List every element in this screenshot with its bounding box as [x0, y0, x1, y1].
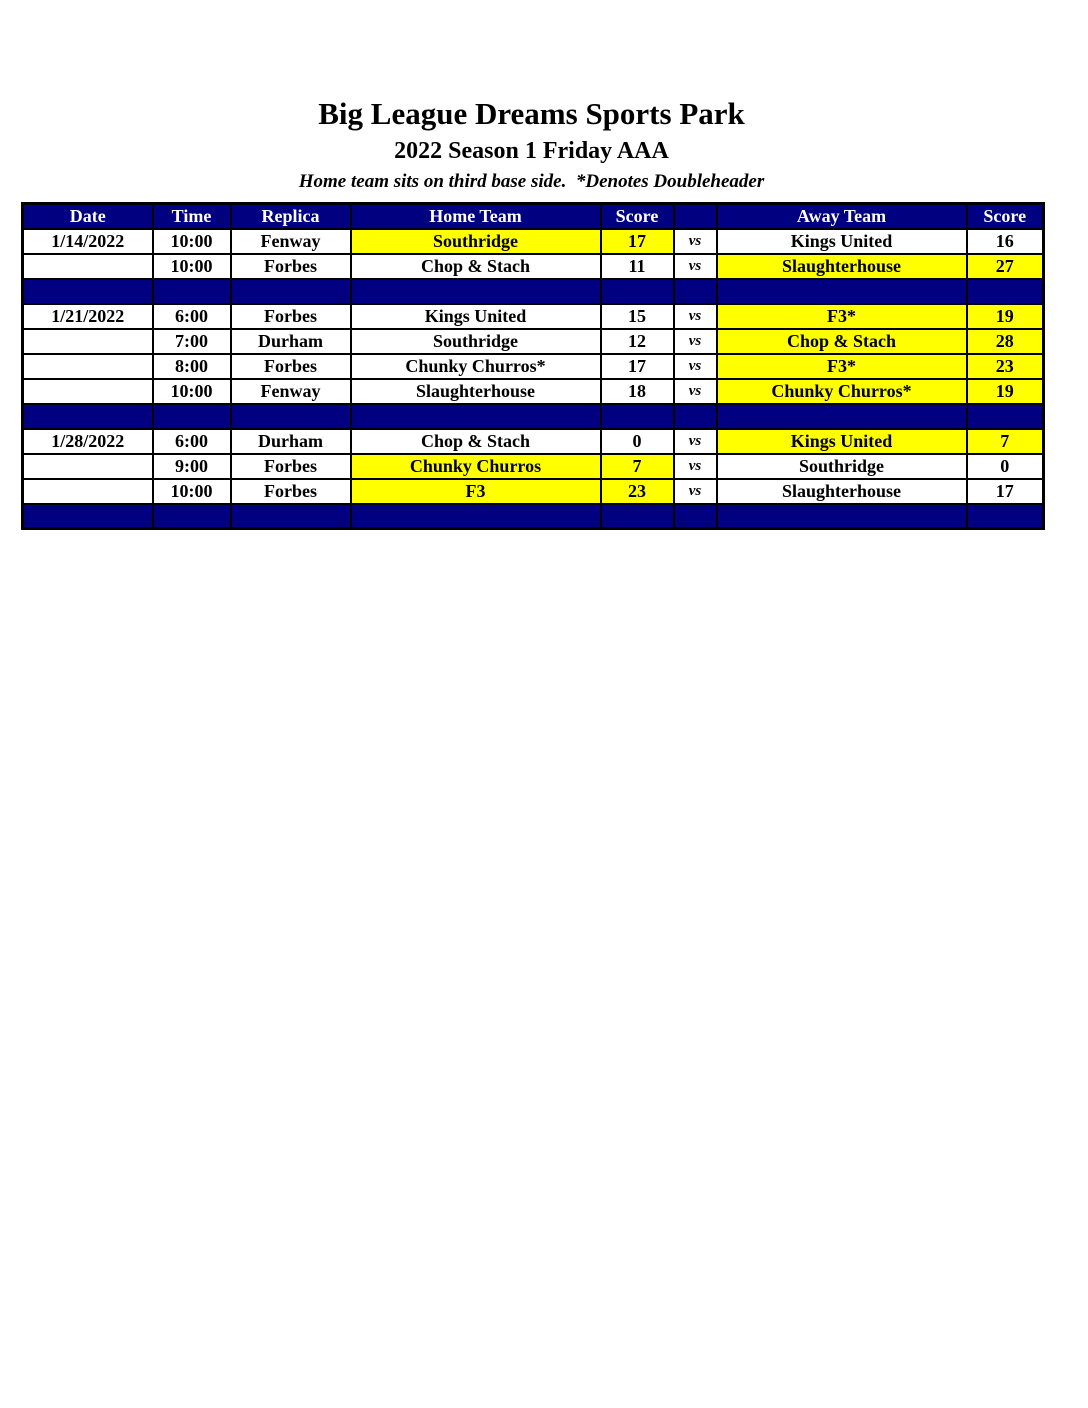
cell-away-team: [717, 404, 967, 429]
cell-vs: vs: [674, 304, 717, 329]
cell-home-score: 11: [601, 254, 674, 279]
cell-vs: vs: [674, 354, 717, 379]
cell-date: [23, 379, 153, 404]
cell-away-team: [717, 504, 967, 529]
cell-home-team: Chunky Churros*: [351, 354, 601, 379]
cell-home-team: Slaughterhouse: [351, 379, 601, 404]
cell-date: 1/14/2022: [23, 229, 153, 254]
cell-vs: vs: [674, 229, 717, 254]
cell-home-team: Chop & Stach: [351, 429, 601, 454]
game-row: [23, 479, 1044, 504]
cell-away-team: F3*: [717, 304, 967, 329]
cell-home-score: 18: [601, 379, 674, 404]
cell-home-score: 23: [601, 479, 674, 504]
page-note: Home team sits on third base side. *Denotes Doubleheader: [298, 171, 765, 192]
cell-time: 10:00: [153, 479, 231, 504]
cell-away-team: Slaughterhouse: [717, 254, 967, 279]
cell-home-score: [601, 404, 674, 429]
column-header-date: Date: [23, 204, 153, 229]
cell-replica: Fenway: [231, 379, 351, 404]
game-row: [23, 304, 1044, 329]
cell-replica: Forbes: [231, 304, 351, 329]
cell-away-score: 28: [967, 329, 1044, 354]
separator-row: [23, 404, 1044, 429]
cell-time: 10:00: [153, 229, 231, 254]
column-header-replica: Replica: [231, 204, 351, 229]
cell-date: [23, 404, 153, 429]
cell-away-score: 7: [967, 429, 1044, 454]
cell-time: 6:00: [153, 429, 231, 454]
header-row: [23, 204, 1044, 229]
cell-date: 1/21/2022: [23, 304, 153, 329]
cell-replica: Forbes: [231, 254, 351, 279]
cell-away-team: Kings United: [717, 229, 967, 254]
column-header-away-score: Score: [967, 204, 1044, 229]
cell-home-team: F3: [351, 479, 601, 504]
cell-home-team: Southridge: [351, 229, 601, 254]
cell-away-score: 19: [967, 379, 1044, 404]
cell-replica: Forbes: [231, 479, 351, 504]
cell-home-score: 17: [601, 229, 674, 254]
cell-vs: vs: [674, 379, 717, 404]
cell-home-team: Kings United: [351, 304, 601, 329]
cell-vs: vs: [674, 429, 717, 454]
page-subtitle: 2022 Season 1 Friday AAA: [394, 138, 669, 164]
game-row: [23, 454, 1044, 479]
cell-date: 1/28/2022: [23, 429, 153, 454]
cell-time: [153, 404, 231, 429]
game-row: [23, 429, 1044, 454]
game-row: [23, 354, 1044, 379]
cell-home-team: [351, 279, 601, 304]
column-header-home-team: Home Team: [351, 204, 601, 229]
game-row: [23, 329, 1044, 354]
cell-home-team: Southridge: [351, 329, 601, 354]
cell-away-score: [967, 404, 1044, 429]
cell-date: [23, 354, 153, 379]
cell-date: [23, 454, 153, 479]
cell-home-score: 15: [601, 304, 674, 329]
game-row: [23, 229, 1044, 254]
cell-date: [23, 504, 153, 529]
cell-home-score: 12: [601, 329, 674, 354]
cell-home-team: Chop & Stach: [351, 254, 601, 279]
cell-home-score: 0: [601, 429, 674, 454]
cell-away-team: Chunky Churros*: [717, 379, 967, 404]
cell-away-score: 16: [967, 229, 1044, 254]
cell-date: [23, 254, 153, 279]
cell-away-team: Kings United: [717, 429, 967, 454]
cell-time: 7:00: [153, 329, 231, 354]
separator-row: [23, 504, 1044, 529]
cell-vs: vs: [674, 254, 717, 279]
cell-replica: Durham: [231, 329, 351, 354]
schedule-table: [21, 202, 1045, 530]
cell-vs: [674, 404, 717, 429]
cell-time: 10:00: [153, 254, 231, 279]
separator-row: [23, 279, 1044, 304]
column-header-home-score: Score: [601, 204, 674, 229]
cell-home-team: Chunky Churros: [351, 454, 601, 479]
cell-replica: [231, 504, 351, 529]
cell-away-score: 19: [967, 304, 1044, 329]
cell-away-team: Southridge: [717, 454, 967, 479]
column-header-vs: [674, 204, 717, 229]
cell-replica: [231, 404, 351, 429]
cell-home-team: [351, 404, 601, 429]
cell-vs: vs: [674, 479, 717, 504]
cell-away-score: [967, 504, 1044, 529]
cell-time: [153, 504, 231, 529]
cell-away-score: [967, 279, 1044, 304]
cell-time: 9:00: [153, 454, 231, 479]
cell-away-team: [717, 279, 967, 304]
cell-vs: [674, 279, 717, 304]
page-title: Big League Dreams Sports Park: [318, 96, 745, 131]
cell-vs: vs: [674, 329, 717, 354]
game-row: [23, 254, 1044, 279]
cell-time: 8:00: [153, 354, 231, 379]
game-row: [23, 379, 1044, 404]
cell-time: 10:00: [153, 379, 231, 404]
cell-replica: [231, 279, 351, 304]
cell-home-score: [601, 504, 674, 529]
cell-date: [23, 479, 153, 504]
cell-away-score: 23: [967, 354, 1044, 379]
schedule-body: [23, 229, 1044, 529]
cell-time: [153, 279, 231, 304]
cell-home-score: 7: [601, 454, 674, 479]
column-header-time: Time: [153, 204, 231, 229]
cell-time: 6:00: [153, 304, 231, 329]
cell-away-score: 17: [967, 479, 1044, 504]
cell-date: [23, 279, 153, 304]
cell-away-team: Chop & Stach: [717, 329, 967, 354]
cell-vs: vs: [674, 454, 717, 479]
schedule-page: [21, 0, 1042, 530]
column-header-away-team: Away Team: [717, 204, 967, 229]
cell-date: [23, 329, 153, 354]
cell-away-score: 27: [967, 254, 1044, 279]
cell-replica: Forbes: [231, 454, 351, 479]
cell-home-team: [351, 504, 601, 529]
cell-vs: [674, 504, 717, 529]
cell-away-score: 0: [967, 454, 1044, 479]
cell-replica: Fenway: [231, 229, 351, 254]
cell-replica: Forbes: [231, 354, 351, 379]
cell-away-team: F3*: [717, 354, 967, 379]
cell-home-score: [601, 279, 674, 304]
cell-replica: Durham: [231, 429, 351, 454]
cell-away-team: Slaughterhouse: [717, 479, 967, 504]
cell-home-score: 17: [601, 354, 674, 379]
